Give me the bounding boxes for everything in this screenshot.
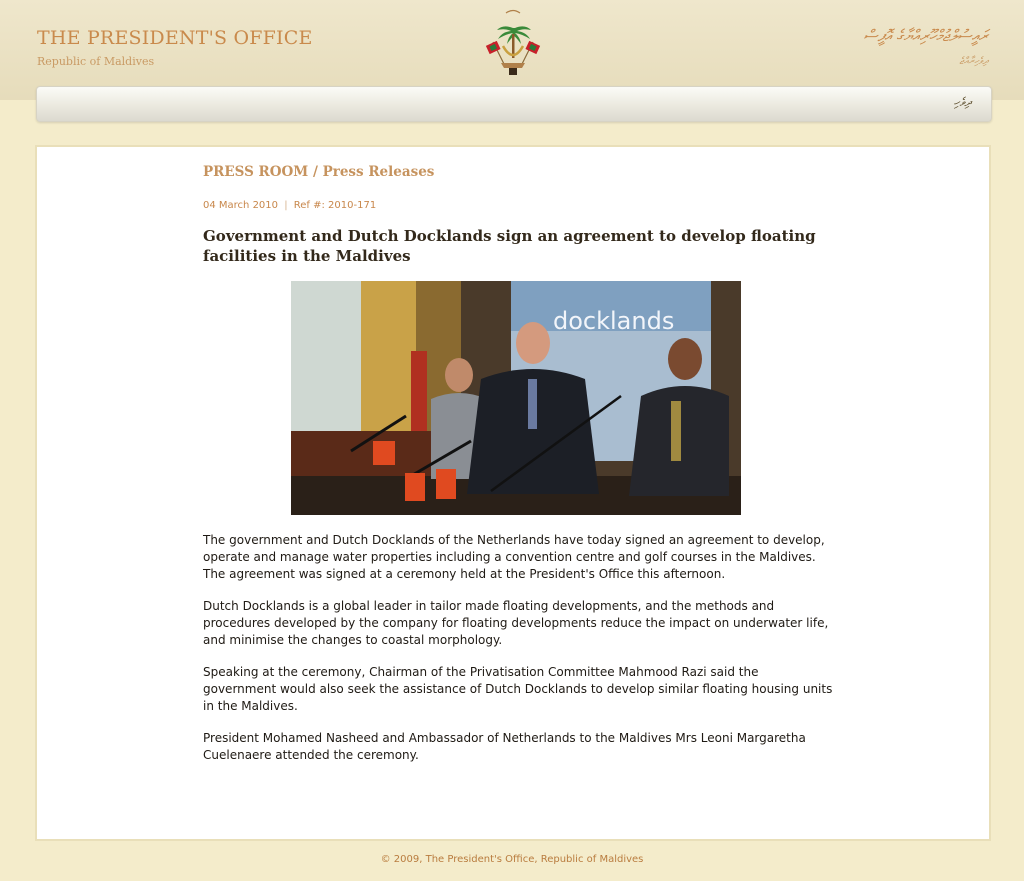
site-title[interactable]: THE PRESIDENT'S OFFICE <box>37 27 313 49</box>
main-content <box>35 145 991 841</box>
main-navbar <box>36 86 992 122</box>
article-meta <box>203 200 376 211</box>
article-paragraph: Speaking at the ceremony, Chairman of the Privatisation Committee Mahmood Razi said the government would also seek the assistance of Dutch Docklands to develop similar floating housing units in the Maldives. <box>203 665 833 713</box>
screen-text: docklands <box>553 307 675 335</box>
article-photo <box>291 281 741 515</box>
breadcrumb[interactable]: PRESS ROOM / Press Releases <box>203 164 435 180</box>
article-body <box>203 532 833 779</box>
maldives-emblem-icon[interactable] <box>484 6 542 82</box>
site-subtitle: Republic of Maldives <box>37 55 155 68</box>
meta-separator: | <box>284 200 288 211</box>
dhivehi-site-title: ރައީސުލްޖުމްހޫރިއްޔާގެ އޮފީސް <box>863 26 988 45</box>
nav-item-dhivehi-language[interactable]: ދިވެހި <box>953 95 971 109</box>
article-paragraph: The government and Dutch Docklands of the Netherlands have today signed an agreement to develop, operate and manage water properties including a convention centre and golf courses in the Maldives. The agreement was signed at a ceremony held at the President's Office this afternoon. <box>203 533 825 581</box>
article-date: 04 March 2010 <box>203 200 279 211</box>
dhivehi-site-subtitle: ދިވެހިރާއްޖެ <box>959 56 988 67</box>
article-headline: Government and Dutch Docklands sign an agreement to develop floating facilities in the Maldives <box>203 227 816 265</box>
site-header <box>0 0 1024 100</box>
article-paragraph: Dutch Docklands is a global leader in tailor made floating developments, and the methods and procedures developed by the company for floating developments reduce the impact on underwater life, and minimise the changes to coastal morphology. <box>203 599 829 647</box>
article-paragraph: President Mohamed Nasheed and Ambassador of Netherlands to the Maldives Mrs Leoni Margaretha Cuelenaere attended the ceremony. <box>203 731 806 762</box>
article-ref: Ref #: 2010-171 <box>293 200 377 211</box>
footer-copyright: © 2009, The President's Office, Republic of Maldives <box>380 854 644 865</box>
